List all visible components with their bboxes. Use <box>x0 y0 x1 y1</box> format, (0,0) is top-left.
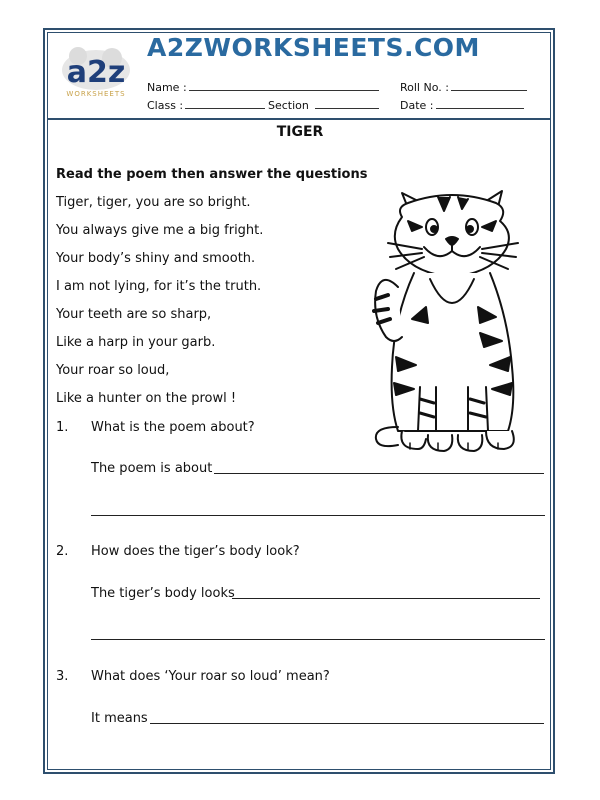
answer-line[interactable] <box>232 598 540 599</box>
poem-line: Your roar so loud, <box>56 363 170 378</box>
instruction: Read the poem then answer the questions <box>56 167 368 182</box>
worksheet-title: TIGER <box>276 124 324 140</box>
answer-lead: It means <box>91 711 148 726</box>
question-number: 3. <box>56 669 69 684</box>
roll-label: Roll No. : <box>400 81 449 94</box>
question-text: What is the poem about? <box>91 420 255 435</box>
answer-line[interactable] <box>91 639 545 640</box>
question-text: What does ‘Your roar so loud’ mean? <box>91 669 330 684</box>
question-number: 1. <box>56 420 69 435</box>
poem-line: Like a harp in your garb. <box>56 335 216 350</box>
class-blank[interactable] <box>185 98 265 109</box>
tiger-illustration <box>368 187 538 457</box>
answer-line[interactable] <box>150 723 544 724</box>
header-divider <box>48 118 550 120</box>
name-blank[interactable] <box>189 80 379 91</box>
name-field[interactable] <box>147 80 379 94</box>
site-logo <box>56 44 136 100</box>
logo-text: a2z <box>66 55 126 90</box>
poem-line: I am not lying, for it’s the truth. <box>56 279 262 294</box>
question-number: 2. <box>56 544 69 559</box>
roll-field[interactable] <box>400 80 527 94</box>
section-field[interactable] <box>268 98 379 112</box>
answer-lead: The tiger’s body looks <box>91 586 235 601</box>
answer-line[interactable] <box>91 515 545 516</box>
answer-line[interactable] <box>214 473 544 474</box>
poem-line: Like a hunter on the prowl ! <box>56 391 237 406</box>
class-label: Class : <box>147 99 184 112</box>
poem-line: Your teeth are so sharp, <box>56 307 212 322</box>
site-title: A2ZWORKSHEETS.COM <box>147 33 480 62</box>
date-label: Date : <box>400 99 434 112</box>
answer-lead: The poem is about <box>91 461 213 476</box>
section-label: Section <box>268 99 309 112</box>
section-blank[interactable] <box>315 98 379 109</box>
poem-line: Your body’s shiny and smooth. <box>56 251 256 266</box>
poem-line: Tiger, tiger, you are so bright. <box>56 195 251 210</box>
poem-line: You always give me a big fright. <box>56 223 264 238</box>
date-blank[interactable] <box>436 98 524 109</box>
name-label: Name : <box>147 81 187 94</box>
class-field[interactable] <box>147 98 265 112</box>
question-text: How does the tiger’s body look? <box>91 544 300 559</box>
roll-blank[interactable] <box>451 80 527 91</box>
date-field[interactable] <box>400 98 524 112</box>
logo-subtext: WORKSHEETS <box>66 90 126 98</box>
